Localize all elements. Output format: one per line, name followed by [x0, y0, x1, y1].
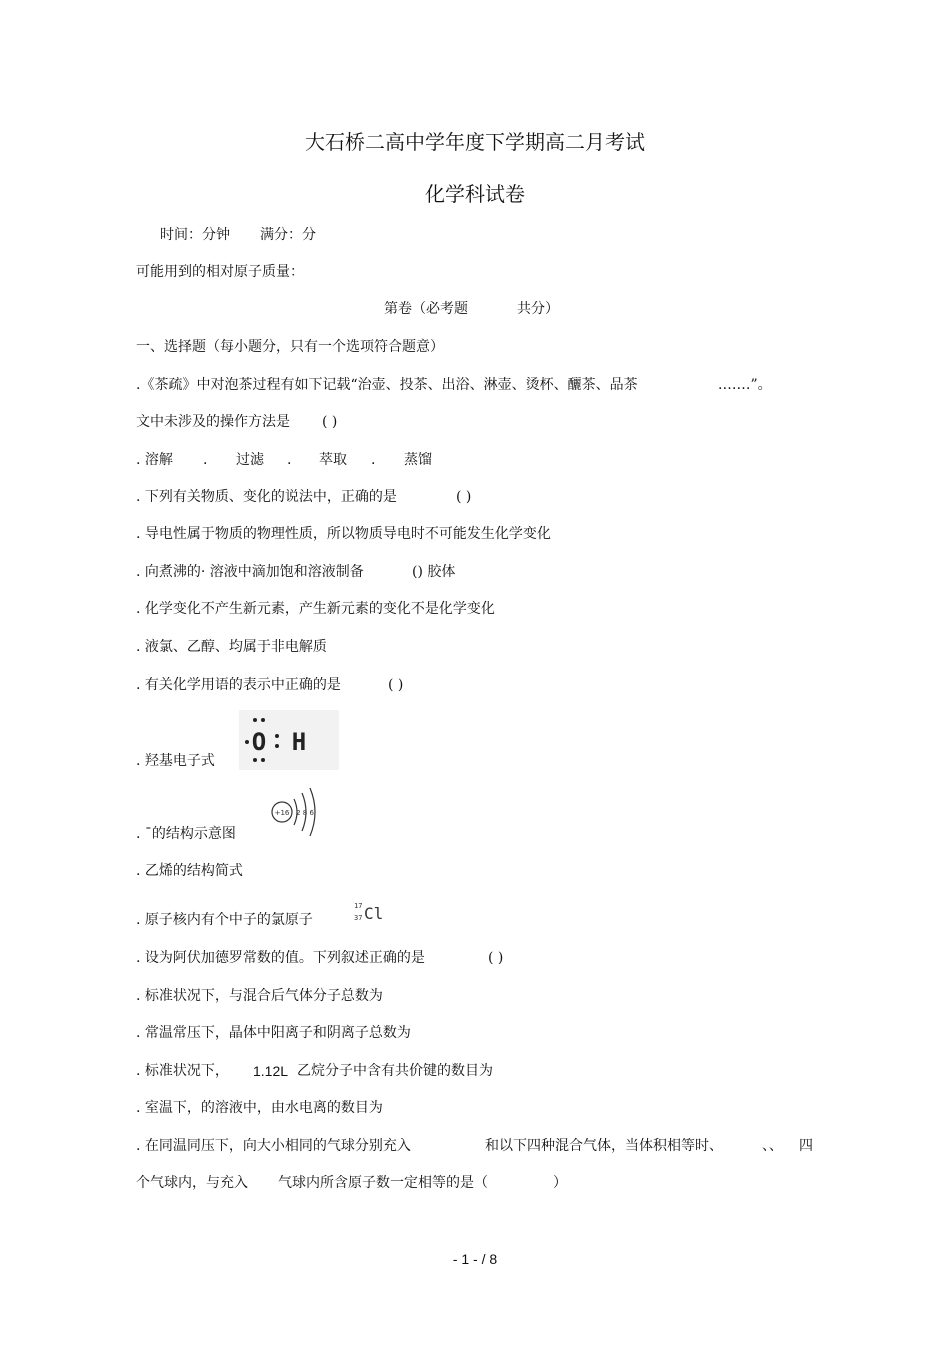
- q4-answer-paren: ( ): [488, 950, 504, 966]
- chlorine-isotope-symbol: [352, 899, 392, 925]
- q3-stem: . 有关化学用语的表示中正确的是: [136, 677, 341, 693]
- electron-shells: 2 8 6: [296, 809, 314, 817]
- q1-question: 文中未涉及的操作方法是: [136, 414, 290, 430]
- q3-option-d: . 原子核内有个中子的氯原子: [136, 912, 313, 928]
- nucleus-charge: +16: [274, 809, 290, 817]
- q1-stem-end: .……”。: [718, 377, 772, 393]
- exam-score: 满分：分: [260, 227, 316, 243]
- q1-option-b-dot: .: [203, 452, 208, 468]
- page-subtitle: 化学科试卷: [425, 182, 525, 206]
- q4-option-c-end: 乙烷分子中含有共价键的数目为: [297, 1063, 493, 1079]
- q4-option-a: . 标准状况下，与混合后气体分子总数为: [136, 988, 383, 1004]
- q4-option-d: . 室温下，的溶液中，由水电离的数目为: [136, 1100, 383, 1116]
- q2-answer-paren: ( ): [456, 489, 472, 505]
- q1-stem: .《茶疏》中对泡茶过程有如下记载“治壶、投茶、出浴、淋壶、烫杯、釃茶、品茶: [136, 377, 638, 393]
- q5-stem-line2: 个气球内，与充入: [136, 1175, 248, 1191]
- isotope-atomic-number: 37: [354, 914, 363, 922]
- exam-time: 时间：分钟: [160, 227, 230, 243]
- q5-stem-line1-sep: 、、: [762, 1138, 783, 1154]
- q5-stem-line1: . 在同温同压下，向大小相同的气球分别充入: [136, 1138, 411, 1154]
- q3-option-c: . 乙烯的结构简式: [136, 863, 243, 879]
- section-heading: 一、选择题（每小题分，只有一个选项符合题意）: [136, 339, 444, 355]
- q1-option-c-dot: .: [287, 452, 292, 468]
- q2-option-b: . 向煮沸的· 溶液中滴加饱和溶液制备: [136, 564, 364, 580]
- q4-option-c: . 标准状况下，: [136, 1063, 229, 1079]
- q2-option-b-end: () 胶体: [412, 564, 456, 580]
- q1-option-d-dot: .: [371, 452, 376, 468]
- q2-option-a: . 导电性属于物质的物理性质，所以物质导电时不可能发生化学变化: [136, 526, 551, 542]
- q4-option-b: . 常温常压下，晶体中阳离子和阴离子总数为: [136, 1025, 411, 1041]
- q3-option-a: . 羟基电子式: [136, 753, 215, 769]
- q2-option-d: . 液氯、乙醇、均属于非电解质: [136, 639, 327, 655]
- volume-total: 共分）: [517, 301, 559, 317]
- q1-answer-paren: ( ): [322, 414, 338, 430]
- q5-stem-line1-end: 四: [799, 1138, 813, 1154]
- q5-stem-line2-mid: 气球内所含原子数一定相等的是（: [278, 1175, 488, 1191]
- atomic-mass-note: 可能用到的相对原子质量：: [136, 264, 304, 280]
- q1-option-c: 萃取: [319, 452, 347, 468]
- q4-stem: . 设为阿伏加德罗常数的值。下列叙述正确的是: [136, 950, 425, 966]
- q5-stem-line1-mid: 和以下四种混合气体，当体积相等时、: [485, 1138, 723, 1154]
- page-title: 大石桥二高中学年度下学期高二月考试: [305, 130, 645, 154]
- isotope-mass-number: 17: [354, 902, 363, 910]
- page-number: - 1 - / 8: [452, 1251, 498, 1267]
- formula-h: H: [291, 728, 307, 756]
- formula-o: O: [251, 728, 267, 756]
- isotope-element: Cl: [364, 904, 384, 923]
- volume-heading: 第卷（必考题: [384, 301, 468, 317]
- hydroxyl-electron-formula: [239, 710, 339, 770]
- q3-answer-paren: ( ): [388, 677, 404, 693]
- q1-option-a: . 溶解: [136, 452, 173, 468]
- q3-option-b: . ¯的结构示意图: [136, 826, 236, 842]
- q4-option-c-volume: 1.12L: [253, 1063, 289, 1079]
- q2-option-c: . 化学变化不产生新元素，产生新元素的变化不是化学变化: [136, 601, 495, 617]
- q1-option-b: 过滤: [236, 452, 264, 468]
- q2-stem: . 下列有关物质、变化的说法中，正确的是: [136, 489, 397, 505]
- q1-option-d: 蒸馏: [404, 452, 432, 468]
- sulfide-ion-structure-diagram: [268, 785, 324, 839]
- q5-answer-paren-close: ）: [553, 1175, 567, 1191]
